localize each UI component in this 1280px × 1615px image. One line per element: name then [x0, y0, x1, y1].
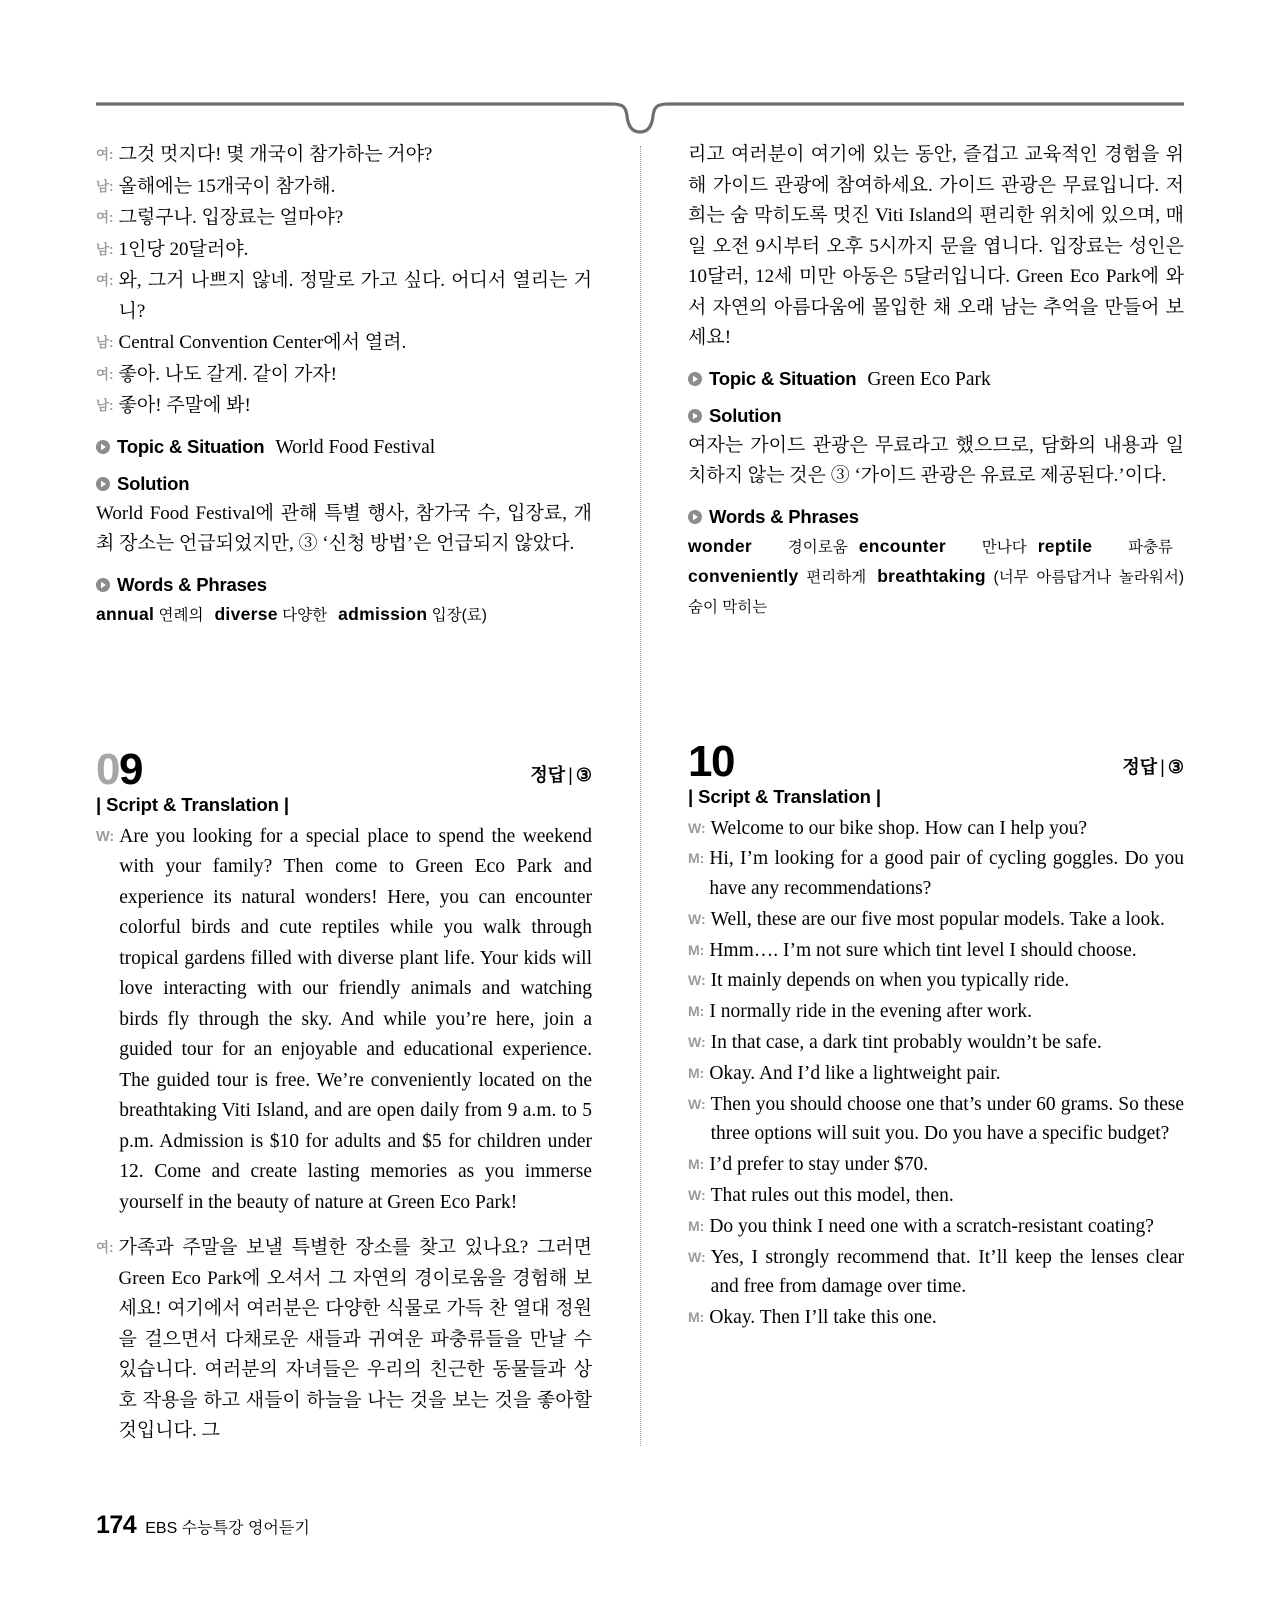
vocab-gloss: 연례의: [154, 606, 204, 624]
speaker-label: W:: [688, 910, 706, 927]
topic-situation-marker-left: [96, 436, 592, 459]
dialogue-line: [688, 905, 1184, 935]
speaker-label: W:: [688, 972, 706, 989]
dialogue-text: That rules out this model, then.: [710, 1185, 954, 1207]
answer-value: ③: [1167, 756, 1184, 777]
dialogue-line: [688, 1243, 1184, 1303]
solution-text-right: 여자는 가이드 관광은 무료라고 했으므로, 담화의 내용과 일치하지 않는 것은 ③ ‘가이드 관광은 유료로 제공된다.’이다.: [688, 434, 1184, 486]
dialogue-line: [688, 1150, 1184, 1180]
dialogue-text: Well, these are our five most popular models. Take a look.: [710, 908, 1165, 930]
dialogue-text: Then you should choose one that’s under 60 grams. So these three options will suit you. Do you have a specific budget?: [710, 1093, 1184, 1145]
dialogue-line: [688, 844, 1184, 904]
speaker-label: M:: [688, 941, 705, 958]
speaker-label: 여:: [96, 147, 114, 162]
dialogue-text: Do you think I need one with a scratch-resistant coating?: [709, 1215, 1154, 1237]
speaker-label: W:: [688, 1034, 706, 1051]
speaker-label: W:: [688, 1248, 706, 1265]
dialogue-line: [688, 1059, 1184, 1089]
header-decorative-rule: [96, 88, 1184, 138]
vocab-gloss: (너무 아름답거나 놀라워서) 숨이 막히는: [688, 568, 1184, 616]
page-content: [96, 140, 1184, 1470]
dialogue-line: [688, 1028, 1184, 1058]
topic-situation-label: Topic & Situation: [117, 435, 265, 457]
dialogue-line: [688, 1212, 1184, 1242]
dialogue-text: 그렇구나. 입장료는 얼마야?: [118, 207, 344, 228]
left-column: [96, 140, 600, 1470]
answer-label: 정답: [1122, 756, 1158, 777]
dialogue-text: In that case, a dark tint probably wouldn’t be safe.: [710, 1032, 1102, 1054]
vocab-term: diverse: [214, 603, 278, 624]
speaker-label: W:: [688, 1095, 706, 1112]
dialogue-line: [688, 1181, 1184, 1211]
column-divider: [600, 140, 680, 1470]
dialogue-text: Okay. Then I’ll take this one.: [709, 1307, 937, 1329]
question-number-bright: 10: [688, 736, 734, 786]
dialogue-list-10: [688, 814, 1184, 1334]
question-number-bright: 9: [118, 744, 142, 794]
speaker-label: M:: [688, 1156, 705, 1173]
words-phrases-marker-right: [688, 506, 1184, 528]
footer-page-number: 174: [96, 1511, 137, 1539]
speaker-label: M:: [688, 1064, 705, 1081]
question-number-10: [688, 736, 734, 786]
dialogue-line: [96, 391, 592, 422]
speaker-label: 남:: [96, 241, 114, 257]
dialogue-text: 좋아! 주말에 봐!: [118, 395, 251, 416]
vocab-term: breathtaking: [877, 565, 986, 586]
script-korean-text: 가족과 주말을 보낼 특별한 장소를 찾고 있나요? 그러면 Green Eco Park에 오셔서 그 자연의 경이로움을 경험해 보세요! 여기에서 여러분은 다양한 식물로 가득 찬 열대 정원을 걸으면서 다채로운 새들과 귀여운 파충류들을 만날 수 있습니다. 여러분의 자녀들은 우리의 친근한 동물들과 상호 작용을 하고 새들이 하늘을 나는 것을 보는 것을 좋아할 것입니다. 그: [118, 1237, 592, 1441]
vocab-term: wonder: [688, 535, 753, 556]
dialogue-text: Central Convention Center에서 열려.: [118, 332, 407, 353]
dialogue-line: [96, 360, 592, 391]
solution-marker-left: [96, 473, 592, 495]
script-translation-heading-10: | Script & Translation |: [688, 785, 881, 807]
vocab-gloss: 편리하게: [798, 568, 867, 586]
dialogue-line: [96, 328, 592, 359]
speaker-label: W:: [96, 828, 115, 845]
answer-badge-10: [1122, 753, 1184, 784]
speaker-label: 남:: [96, 398, 114, 413]
solution-label: Solution: [117, 472, 190, 494]
vocab-term: admission: [338, 603, 428, 624]
dialogue-line: [688, 1303, 1184, 1333]
dialogue-line: [96, 140, 592, 171]
vocab-gloss: 만나다: [946, 538, 1027, 556]
vocab-term: conveniently: [688, 565, 799, 586]
speaker-label: M:: [688, 1217, 705, 1234]
triangle-bullet-icon: [688, 510, 702, 524]
topic-situation-value: World Food Festival: [275, 436, 436, 458]
right-column: [680, 140, 1184, 1470]
dialogue-line: [688, 936, 1184, 966]
triangle-bullet-icon: [96, 578, 110, 592]
topic-situation-value: Green Eco Park: [867, 368, 991, 390]
dialogue-line: [688, 997, 1184, 1027]
dialogue-line: [688, 1090, 1184, 1150]
vocab-gloss: 입장(료): [427, 606, 487, 624]
dialogue-line: [688, 966, 1184, 996]
footer-book-title: EBS 수능특강 영어듣기: [145, 1520, 310, 1537]
script-english-text: Are you looking for a special place to spend the weekend with your family? Then come to Green Eco Park and experience its natural wonders! Here, you can encounter colorful birds and cute reptiles while you walk through tropical gardens filled with diverse plant life. Your kids will love interacting with our friendly animals and watching birds fly through the sky. And while you’re here, join a guided tour for an enjoyable and educational experience. The guided tour is free. We’re conveniently located on the breathtaking Viti Island, and are open daily from 9 a.m. to 5 p.m. Admission is $10 for adults and $5 for children under 12. Come and create lasting memories as you immerse yourself in the beauty of nature at Green Eco Park!: [119, 825, 592, 1213]
dialogue-text: 와, 그거 나쁘지 않네. 정말로 가고 싶다. 어디서 열리는 거니?: [118, 270, 592, 322]
dialogue-text: Hmm…. I’m not sure which tint level I should choose.: [709, 939, 1137, 961]
speaker-label: M:: [688, 850, 705, 867]
triangle-bullet-icon: [96, 477, 110, 491]
answer-label: 정답: [530, 764, 566, 785]
vocab-gloss: 파충류: [1092, 538, 1173, 556]
solution-marker-right: [688, 405, 1184, 427]
triangle-bullet-icon: [96, 440, 110, 454]
dialogue-line: [96, 172, 592, 203]
dialogue-text: Welcome to our bike shop. How can I help you?: [710, 817, 1088, 839]
column-divider-line: [640, 146, 641, 1446]
triangle-bullet-icon: [688, 409, 702, 423]
speaker-label: W:: [688, 819, 706, 836]
dialogue-text: I normally ride in the evening after work.: [709, 1001, 1033, 1023]
page-footer: [96, 1511, 310, 1540]
triangle-bullet-icon: [688, 372, 702, 386]
speaker-label: 남:: [96, 335, 114, 350]
vocab-term: annual: [96, 603, 155, 624]
script-english-09: [96, 822, 592, 1219]
dialogue-tail-list: [96, 140, 592, 422]
dialogue-line: [96, 235, 592, 266]
answer-badge-09: [530, 761, 592, 792]
dialogue-line: [96, 266, 592, 327]
dialogue-text: Yes, I strongly recommend that. It’ll keep the lenses clear and free from damage over time.: [710, 1246, 1184, 1298]
script-spacer: [96, 1219, 592, 1233]
vocab-gloss: 경이로움: [752, 538, 848, 556]
speaker-label: 여:: [96, 273, 114, 288]
question-number-09: [96, 744, 142, 794]
dialogue-text: 좋아. 나도 갈게. 같이 가자!: [118, 363, 337, 385]
dialogue-line: [96, 203, 592, 234]
solution-label: Solution: [709, 404, 782, 426]
speaker-label: 여:: [96, 210, 114, 225]
speaker-label: M:: [688, 1309, 705, 1326]
solution-text-left: World Food Festival에 관해 특별 행사, 참가국 수, 입장료, 개최 장소는 언급되었지만, ③ ‘신청 방법’은 언급되지 않았다.: [96, 502, 592, 554]
words-phrases-label: Words & Phrases: [709, 505, 859, 527]
dialogue-text: 올해에는 15개국이 참가해.: [118, 175, 336, 197]
speaker-label: 여:: [96, 366, 114, 382]
continuation-text-right: 리고 여러분이 여기에 있는 동안, 즐겁고 교육적인 경험을 위해 가이드 관광에 참여하세요. 가이드 관광은 무료입니다. 저희는 숨 막히도록 멋진 Viti Island의 편리한 위치에 있으며, 매일 오전 9시부터 오후 5시까지 문을 엽니다. 입장료는 성인은 10달러, 12세 미만 아동은 5달러입니다. Green Eco Park에 와서 자연의 아름다움에 몰입한 채 오래 남는 추억을 만들어 보세요!: [688, 144, 1184, 348]
speaker-label: M:: [688, 1003, 705, 1020]
vocab-term: encounter: [858, 535, 946, 556]
dialogue-text: Okay. And I’d like a lightweight pair.: [709, 1062, 1001, 1084]
vocab-gloss: 다양한: [277, 606, 328, 624]
answer-value: ③: [575, 764, 592, 785]
topic-situation-label: Topic & Situation: [709, 367, 857, 389]
answer-separator: |: [568, 764, 573, 785]
dialogue-text: I’d prefer to stay under $70.: [709, 1154, 929, 1176]
dialogue-text: Hi, I’m looking for a good pair of cycling goggles. Do you have any recommendations?: [709, 848, 1184, 900]
answer-separator: |: [1160, 756, 1165, 777]
question-header-10: [688, 736, 1184, 786]
dialogue-text: It mainly depends on when you typically ride.: [710, 970, 1070, 992]
words-phrases-list-left: [96, 600, 592, 630]
dialogue-text: 1인당 20달러야.: [118, 238, 249, 260]
words-phrases-marker-left: [96, 574, 592, 596]
vocab-term: reptile: [1037, 535, 1093, 556]
words-phrases-list-right: [688, 532, 1184, 622]
question-header-09: [96, 744, 592, 794]
header-rule-shape: [96, 88, 1184, 138]
topic-situation-marker-right: [688, 368, 1184, 391]
speaker-label: 여:: [96, 1240, 114, 1255]
speaker-label: 남:: [96, 178, 114, 194]
script-korean-09: [96, 1233, 592, 1447]
dialogue-line: [688, 814, 1184, 844]
dialogue-text: 그것 멋지다! 몇 개국이 참가하는 거야?: [118, 144, 433, 165]
script-translation-heading-09: | Script & Translation |: [96, 793, 289, 815]
question-number-dim: 0: [96, 744, 119, 794]
words-phrases-label: Words & Phrases: [117, 573, 267, 595]
speaker-label: W:: [688, 1187, 706, 1204]
